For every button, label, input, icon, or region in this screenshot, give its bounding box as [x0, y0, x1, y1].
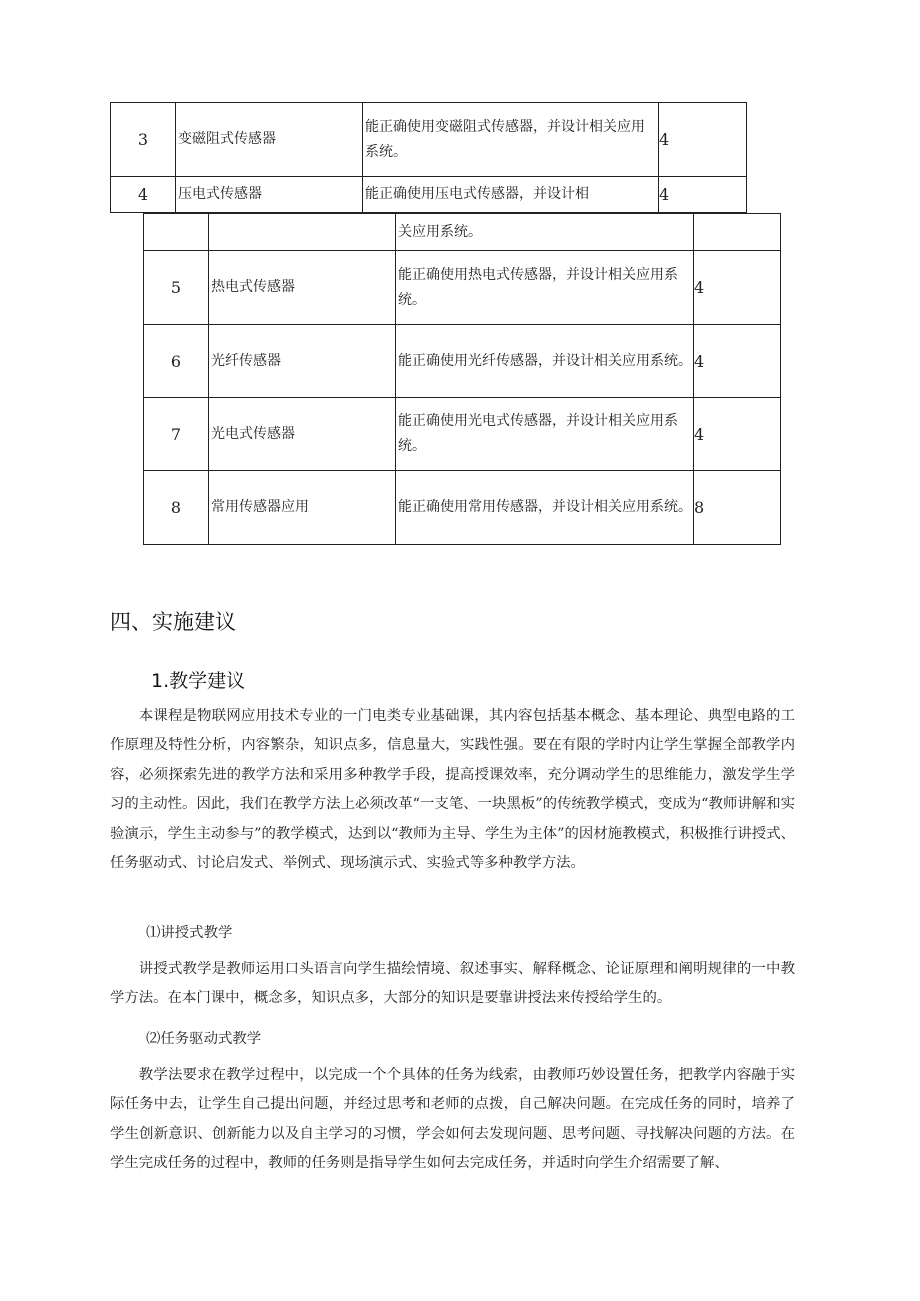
topic-hours: 4 [694, 251, 781, 325]
section-subheading: 1.教学建议 [151, 670, 246, 692]
row-number: 4 [111, 177, 176, 213]
topic-requirement: 能正确使用压电式传感器，并设计相 [363, 177, 659, 213]
topic-name: 光纤传感器 [209, 325, 396, 398]
table-row [144, 471, 781, 545]
row-number: 6 [144, 325, 209, 398]
item-text-task-driven: 教学法要求在教学过程中，以完成一个个具体的任务为线索，由教师巧妙设置任务，把教学内容融于实际任务中去，让学生自己提出问题，并经过思考和老师的点拨，自己解决问题。在完成任务的同时，培养了学生创新意识、创新能力以及自主学习的习惯，学会如何去发现问题、思考问题、寻找解决问题的方法。在学生完成任务的过程中，教师的任务则是指导学生如何去完成任务，并适时向学生介绍需要了解、 [110, 1067, 795, 1172]
topic-hours: 4 [659, 103, 747, 177]
item-title-lecture: ⑴讲授式教学 [146, 925, 233, 941]
topic-hours: 8 [694, 471, 781, 545]
course-table [143, 213, 781, 545]
row-number: 3 [111, 103, 176, 177]
empty-cell [694, 214, 781, 251]
topic-requirement: 能正确使用光电式传感器，并设计相关应用系统。 [396, 398, 694, 471]
topic-hours: 4 [694, 325, 781, 398]
topic-hours: 4 [694, 398, 781, 471]
section-heading: 四、实施建议 [110, 610, 236, 634]
topic-name: 光电式传感器 [209, 398, 396, 471]
item-text-lecture: 讲授式教学是教师运用口头语言向学生描绘情境、叙述事实、解释概念、论证原理和阐明规律的一中教学方法。在本门课中，概念多，知识点多，大部分的知识是要靠讲授法来传授给学生的。 [110, 961, 795, 1007]
item-title-task-driven: ⑵任务驱动式教学 [146, 1031, 262, 1047]
topic-requirement: 能正确使用变磁阻式传感器，并设计相关应用系统。 [363, 103, 659, 177]
table-row [144, 214, 781, 251]
empty-cell [144, 214, 209, 251]
topic-requirement: 能正确使用热电式传感器，并设计相关应用系统。 [396, 251, 694, 325]
table-row [111, 103, 747, 177]
course-table-continued [110, 102, 747, 213]
topic-name: 变磁阻式传感器 [176, 103, 363, 177]
topic-name: 常用传感器应用 [209, 471, 396, 545]
topic-requirement: 能正确使用光纤传感器，并设计相关应用系统。 [396, 325, 694, 398]
topic-requirement: 能正确使用常用传感器，并设计相关应用系统。 [396, 471, 694, 545]
table-row [144, 251, 781, 325]
empty-cell [209, 214, 396, 251]
table-row [144, 398, 781, 471]
topic-hours: 4 [659, 177, 747, 213]
intro-paragraph: 本课程是物联网应用技术专业的一门电类专业基础课，其内容包括基本概念、基本理论、典型电路的工作原理及特性分析，内容繁杂，知识点多，信息量大，实践性强。要在有限的学时内让学生掌握全部教学内容，必须探索先进的教学方法和采用多种教学手段，提高授课效率，充分调动学生的思维能力，激发学生学习的主动性。因此，我们在教学方法上必须改革“一支笔、一块黑板”的传统教学模式，变成为“教师讲解和实验演示，学生主动参与”的教学模式，达到以“教师为主导、学生为主体”的因材施教模式，积极推行讲授式、任务驱动式、讨论启发式、举例式、现场演示式、实验式等多种教学方法。 [110, 708, 795, 872]
topic-requirement-continued: 关应用系统。 [396, 214, 694, 251]
topic-name: 热电式传感器 [209, 251, 396, 325]
topic-name: 压电式传感器 [176, 177, 363, 213]
row-number: 7 [144, 398, 209, 471]
table-row [111, 177, 747, 213]
row-number: 8 [144, 471, 209, 545]
row-number: 5 [144, 251, 209, 325]
table-row [144, 325, 781, 398]
